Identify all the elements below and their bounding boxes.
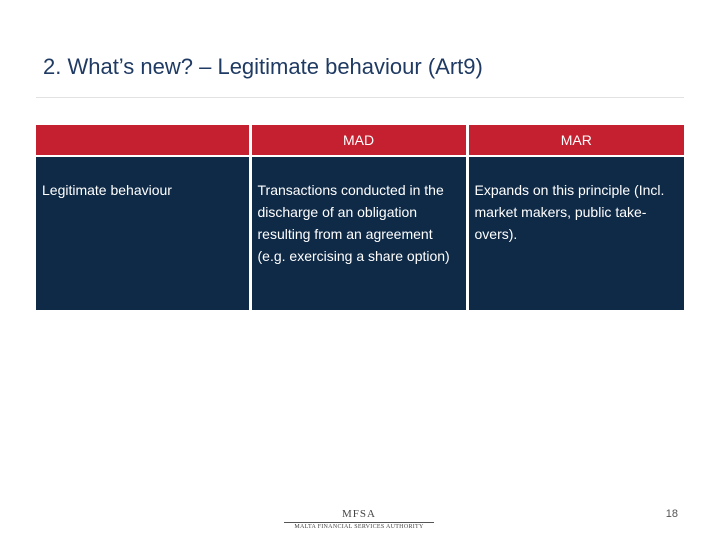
logo-text: MFSA [342, 508, 376, 520]
title-divider [36, 97, 684, 98]
table-header-row [36, 125, 684, 156]
mfsa-logo [284, 508, 434, 534]
slide-title: 2. What’s new? – Legitimate behaviour (Art9) [43, 54, 483, 79]
logo-divider [284, 522, 434, 523]
header-cell-empty [36, 125, 250, 156]
comparison-table [36, 125, 684, 310]
page-number: 18 [665, 508, 678, 520]
logo-subtext: MALTA FINANCIAL SERVICES AUTHORITY [294, 524, 424, 530]
header-cell-mad: MAD [250, 125, 467, 156]
cell-mad: Transactions conducted in the discharge of an obligation resulting from an agreement (e.g. exercising a share option) [250, 156, 467, 310]
row-label-legitimate-behaviour: Legitimate behaviour [36, 156, 250, 310]
header-cell-mar: MAR [467, 125, 684, 156]
cell-mar: Expands on this principle (Incl. market makers, public take-overs). [467, 156, 684, 310]
table-row [36, 156, 684, 310]
